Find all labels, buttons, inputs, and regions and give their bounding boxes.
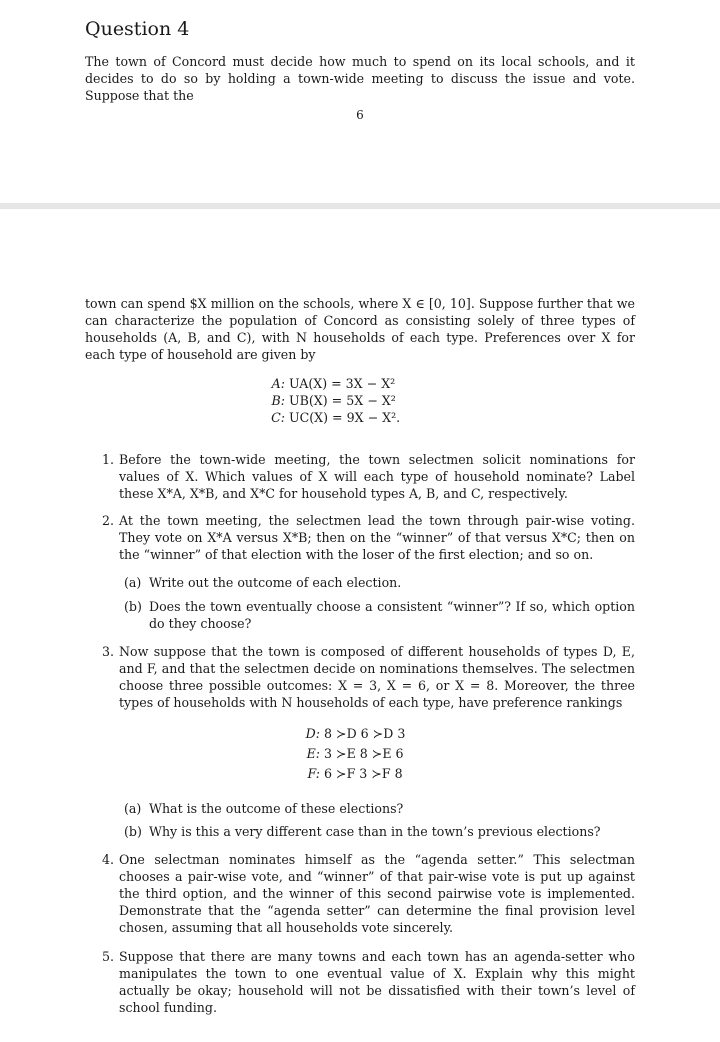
- intro-paragraph: The town of Concord must decide how much to spend on its local schools, and it decides to do so by holding a town-wide meeting to discuss the issue and vote. Suppose that the: [85, 54, 635, 103]
- page-2: [0, 209, 720, 1042]
- question-2b: (b) Does the town eventually choose a consistent “winner”? If so, which option do they choose?: [124, 599, 635, 631]
- ranking-row: D: 8 ≻D 6 ≻D 3: [305, 726, 406, 741]
- question-4: 4. One selectman nominates himself as the “agenda setter.” This selectman chooses a pair-wise vote, and “winner” of that pair-wise vote is put up against the third option, and the winner of this second pairwise vote is implemented. Demonstrate that the “agenda setter” can determine the final provision level chosen, assuming that all households vote sincerely.: [102, 852, 635, 935]
- utility-row: A: UA(X) = 3X − X²: [271, 376, 396, 391]
- question-3: 3. Now suppose that the town is composed of different households of types D, E, and F, and that the selectmen decide on nominations themselves. The selectmen choose three possible outcomes: X = 3, X = 6, or X = 8. Moreover, the three types of households with N households of each type, have preference rankings: [102, 644, 635, 710]
- question-heading: Question 4: [85, 18, 190, 40]
- ranking-row: F: 6 ≻F 3 ≻F 8: [307, 766, 403, 781]
- question-2a: (a) Write out the outcome of each election.: [124, 575, 402, 590]
- utility-row: B: UB(X) = 5X − X²: [271, 393, 396, 408]
- continued-paragraph: town can spend $X million on the schools, where X ∈ [0, 10]. Suppose further that we can characterize the population of Concord as consisting solely of three types of households (A, B, and C), with N households of each type. Preferences over X for each type of household are given by: [85, 296, 635, 362]
- preference-rankings: [290, 724, 405, 784]
- utility-row: C: UC(X) = 9X − X².: [271, 410, 401, 425]
- question-3a: (a) What is the outcome of these elections?: [124, 801, 404, 816]
- question-3b: (b) Why is this a very different case than in the town’s previous elections?: [124, 824, 601, 839]
- ranking-row: E: 3 ≻E 8 ≻E 6: [306, 746, 404, 761]
- question-5: 5. Suppose that there are many towns and each town has an agenda-setter who manipulates the town to one eventual value of X. Explain why this might actually be okay; household will not be dissatisfied with their town’s level of school funding.: [102, 949, 635, 1015]
- question-2: 2. At the town meeting, the selectmen lead the town through pair-wise voting. They vote on X*A versus X*B; then on the “winner” of that versus X*C; then on the “winner” of that election with the loser of the first election; and so on.: [102, 513, 635, 562]
- page-number: 6: [356, 108, 364, 122]
- question-1: 1. Before the town-wide meeting, the town selectmen solicit nominations for values of X. Which values of X will each type of household nominate? Label these X*A, X*B, and X*C for household types A, B, and C, respectively.: [102, 452, 635, 501]
- utility-equations: [255, 375, 400, 426]
- page-1: [0, 0, 720, 200]
